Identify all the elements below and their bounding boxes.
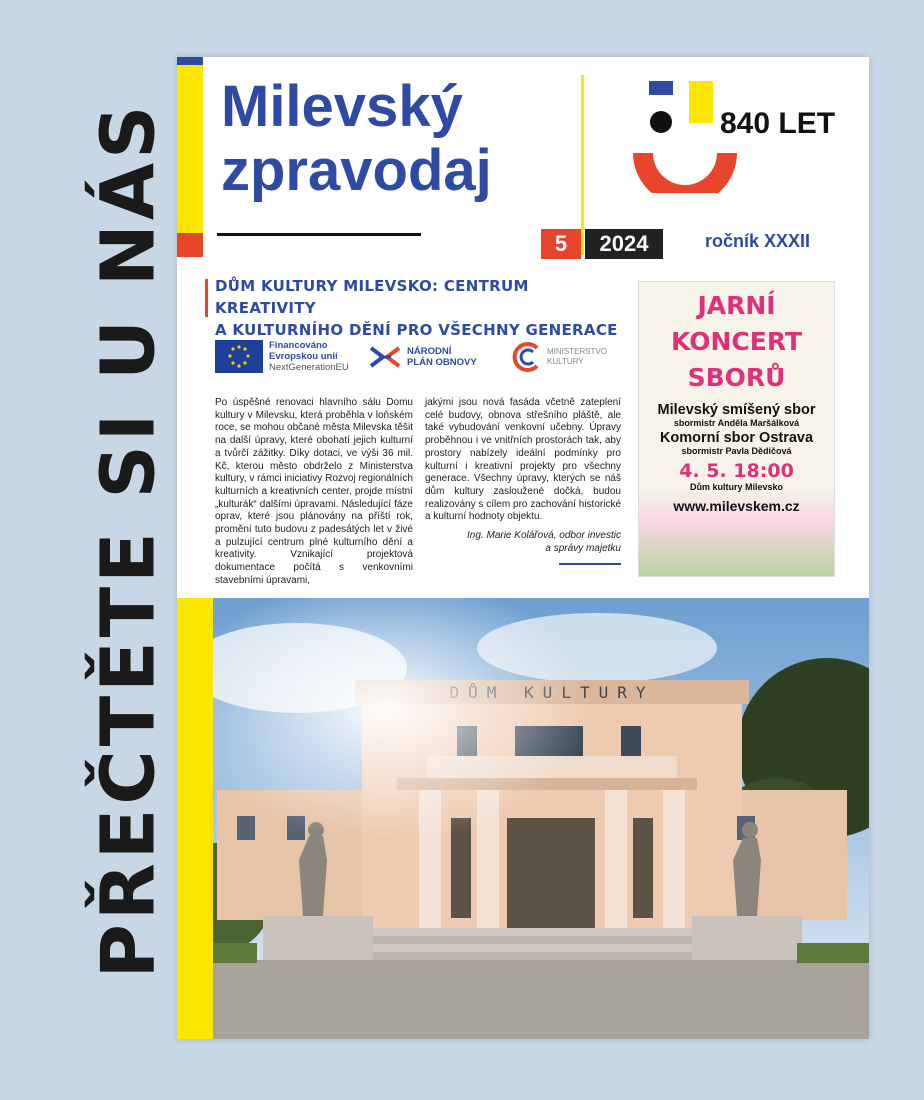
article-signature: Ing. Marie Kolářová, odbor investic a správy majetku [467, 530, 621, 554]
ad-choir-2-leader: sbormistr Pavla Dědičová [681, 446, 792, 456]
npo-star-icon [367, 340, 403, 374]
ad-choir-2: Komorní sbor Ostrava [659, 430, 814, 446]
signature-underline [559, 563, 621, 565]
building-photo-illustration [177, 598, 869, 1039]
blue-accent-bar [177, 57, 203, 65]
masthead-underline [217, 233, 421, 236]
page-title [221, 75, 492, 203]
eu-flag-icon [215, 340, 263, 373]
article-column-2: jakými jsou nová fasáda včetně zateplení celé budovy, obnova střešního pláště, ale také vybudování venkovní učebny. Úpravy proběhnou i ve vnitřních prostorách tak, aby prostory nabízely ideální podmínky pro kulturní i kreativní projekty pro všechny generace. Všechny úpravy, kterých se náš dům kultury zasloužené dočká, budou realizovány s cílem pro zachování historické a kulturní hodnoty objektu. [425, 397, 621, 523]
ad-datetime: 4. 5. 18:00 [679, 460, 794, 482]
ad-choir-1-leader: sbormistr Anděla Maršálková [673, 418, 800, 428]
photo-yellow-bar [177, 598, 213, 1039]
ad-venue: Dům kultury Milevsko [689, 482, 784, 492]
newsletter-cover [177, 57, 869, 1039]
anniversary-text: 840 LET [720, 107, 836, 140]
title-line-2: zpravodaj [221, 138, 492, 203]
red-accent-bar [177, 233, 203, 257]
ad-title: JARNÍ KONCERT SBORŮ [670, 291, 803, 392]
article-column-1: Po úspěšné renovaci hlavního sálu Domu kultury v Milevsku, která proběhla v loňském roce, se mohou občané města Milevska těšit na další úpravy, které obohatí jejich kulturní a tvůrčí zážitky. Díky dotaci, ve výši 36 mil. Kč, kterou město obdrželo z Ministerstva kultury, v rámci iniciativy Rozvoj regionálních kulturních a kreativních center, projde místní „kulturák“ dalšími úpravami. Následující fáze oprav, které jsou plánovány na příští rok, promění tuto budovu z padesátých let v živé a pulzující centrum plné kulturního dění a kreativity. Vznikající projektová dokumentace počítá s venkovními stavebními úpravami, [215, 397, 413, 586]
title-line-1: Milevský [221, 74, 463, 139]
article-headline: DŮM KULTURY MILEVSKO: CENTRUM KREATIVITY A KULTURNÍHO DĚNÍ PRO VŠECHNY GENERACE [215, 277, 618, 339]
ad-website: www.milevskem.cz [673, 498, 800, 514]
headline-marker [205, 279, 208, 317]
npo-logo: NÁRODNÍ PLÁN OBNOVY [367, 340, 477, 374]
masthead-divider [581, 75, 584, 255]
ad-choir-1: Milevský smíšený sbor [657, 402, 816, 418]
volume-label: ročník XXXII [705, 231, 811, 251]
side-banner-text: PŘEČTĚTE SI U NÁS [85, 101, 171, 979]
yellow-accent-bar [177, 65, 203, 233]
cover-photo [177, 598, 869, 1039]
eu-logo: Financováno Evropskou unií NextGenerationEU [215, 340, 363, 374]
issue-number: 5 [541, 229, 581, 259]
ministry-c-icon [509, 340, 543, 374]
concert-ad [638, 281, 835, 577]
ministry-logo: MINISTERSTVO KULTURY [509, 340, 629, 374]
issue-year: 2024 [585, 229, 663, 259]
